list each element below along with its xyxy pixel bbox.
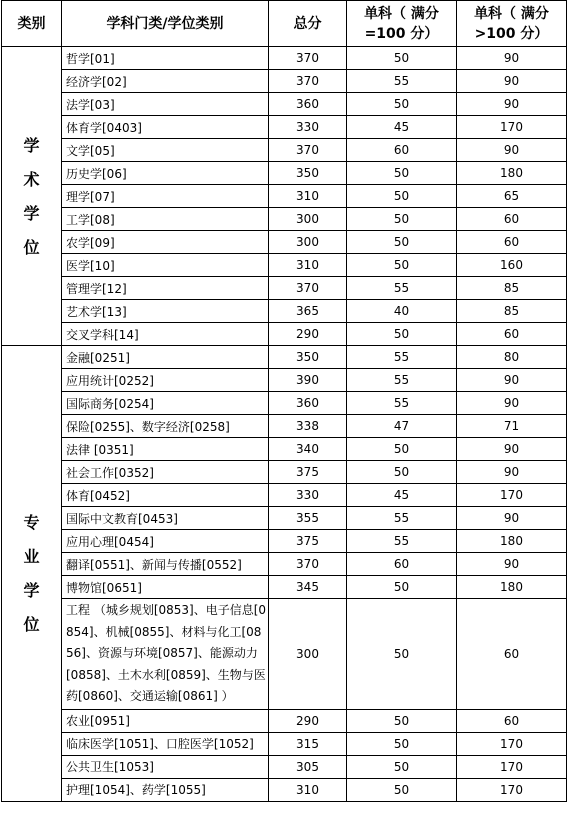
single-le100-cell: 47 [347,415,457,438]
total-score-cell: 300 [269,231,347,254]
single-le100-cell: 50 [347,732,457,755]
professional-degree-label [2,346,62,802]
total-score-cell: 375 [269,461,347,484]
single-gt100-cell: 80 [457,346,567,369]
total-score-cell: 370 [269,553,347,576]
header-total: 总分 [269,1,347,47]
total-score-cell: 290 [269,709,347,732]
discipline-cell: 应用心理[0454] [62,530,269,553]
discipline-cell: 临床医学[1051]、口腔医学[1052] [62,732,269,755]
table-row [2,755,567,778]
discipline-cell: 医学[10] [62,254,269,277]
single-le100-cell: 55 [347,530,457,553]
table-row [2,277,567,300]
single-le100-cell: 55 [347,392,457,415]
table-row [2,484,567,507]
single-gt100-cell: 60 [457,231,567,254]
discipline-cell: 博物馆[0651] [62,576,269,599]
single-gt100-cell: 90 [457,139,567,162]
single-gt100-cell: 160 [457,254,567,277]
table-row [2,323,567,346]
discipline-cell: 体育学[0403] [62,116,269,139]
table-row [2,778,567,801]
discipline-cell: 工学[08] [62,208,269,231]
single-gt100-cell: 180 [457,162,567,185]
single-le100-cell: 50 [347,323,457,346]
discipline-cell: 艺术学[13] [62,300,269,323]
table-row [2,507,567,530]
total-score-cell: 360 [269,93,347,116]
single-gt100-cell: 90 [457,461,567,484]
table-row [2,231,567,254]
single-gt100-cell: 90 [457,70,567,93]
discipline-cell: 理学[07] [62,185,269,208]
total-score-cell: 338 [269,415,347,438]
single-le100-cell: 60 [347,553,457,576]
table-row [2,553,567,576]
single-le100-cell: 50 [347,231,457,254]
total-score-cell: 310 [269,254,347,277]
discipline-cell: 国际商务[0254] [62,392,269,415]
discipline-cell: 管理学[12] [62,277,269,300]
table-row [2,208,567,231]
header-single-gt100: 单科（ 满分>100 分） [457,1,567,47]
single-gt100-cell: 90 [457,438,567,461]
single-le100-cell: 50 [347,576,457,599]
single-le100-cell: 55 [347,70,457,93]
total-score-cell: 330 [269,484,347,507]
total-score-cell: 370 [269,47,347,70]
academic-degree-label-char: 术 [23,169,40,189]
single-le100-cell: 50 [347,709,457,732]
single-gt100-cell: 60 [457,599,567,710]
professional-degree-label-char: 位 [23,614,40,634]
table-row [2,732,567,755]
table-row [2,599,567,710]
single-le100-cell: 45 [347,116,457,139]
discipline-cell: 护理[1054]、药学[1055] [62,778,269,801]
single-le100-cell: 40 [347,300,457,323]
single-le100-cell: 55 [347,507,457,530]
single-gt100-cell: 60 [457,208,567,231]
discipline-cell: 应用统计[0252] [62,369,269,392]
professional-degree-label-char: 专 [23,512,40,532]
table-row [2,139,567,162]
discipline-cell: 翻译[0551]、新闻与传播[0552] [62,553,269,576]
single-le100-cell: 50 [347,599,457,710]
total-score-cell: 310 [269,185,347,208]
single-gt100-cell: 90 [457,392,567,415]
single-gt100-cell: 65 [457,185,567,208]
total-score-cell: 315 [269,732,347,755]
discipline-cell: 法律 [0351] [62,438,269,461]
table-row [2,709,567,732]
single-le100-cell: 45 [347,484,457,507]
discipline-cell: 农学[09] [62,231,269,254]
professional-degree-label-char: 业 [23,546,40,566]
single-gt100-cell: 180 [457,576,567,599]
total-score-cell: 350 [269,162,347,185]
total-score-cell: 305 [269,755,347,778]
academic-degree-label-char: 学 [23,135,40,155]
table-row [2,415,567,438]
single-le100-cell: 50 [347,254,457,277]
total-score-cell: 330 [269,116,347,139]
header-row [2,1,567,47]
single-le100-cell: 50 [347,438,457,461]
header-discipline: 学科门类/学位类别 [62,1,269,47]
single-gt100-cell: 60 [457,323,567,346]
discipline-cell: 保险[0255]、数字经济[0258] [62,415,269,438]
total-score-cell: 370 [269,70,347,93]
academic-degree-label-char: 学 [23,203,40,223]
single-le100-cell: 55 [347,277,457,300]
discipline-cell: 农业[0951] [62,709,269,732]
table-row [2,576,567,599]
table-body [2,47,567,802]
table-row [2,47,567,70]
single-le100-cell: 50 [347,778,457,801]
single-gt100-cell: 180 [457,530,567,553]
discipline-cell: 社会工作[0352] [62,461,269,484]
single-gt100-cell: 71 [457,415,567,438]
total-score-cell: 350 [269,346,347,369]
single-le100-cell: 50 [347,93,457,116]
score-table [1,0,567,802]
discipline-cell: 工程 （城乡规划[0853]、电子信息[0854]、机械[0855]、材料与化工[0856]、资源与环境[0857]、能源动力[0858]、土木水利[0859]、生物与医药[0860]、交通运输[0861] ） [62,599,269,710]
academic-degree-label [2,47,62,346]
table-row [2,70,567,93]
table-row [2,369,567,392]
total-score-cell: 340 [269,438,347,461]
table-row [2,392,567,415]
total-score-cell: 370 [269,277,347,300]
single-gt100-cell: 60 [457,709,567,732]
single-le100-cell: 55 [347,346,457,369]
single-gt100-cell: 170 [457,116,567,139]
single-le100-cell: 60 [347,139,457,162]
table-row [2,254,567,277]
total-score-cell: 310 [269,778,347,801]
total-score-cell: 360 [269,392,347,415]
header-category: 类别 [2,1,62,47]
total-score-cell: 365 [269,300,347,323]
single-le100-cell: 50 [347,755,457,778]
single-le100-cell: 50 [347,208,457,231]
total-score-cell: 375 [269,530,347,553]
single-gt100-cell: 90 [457,507,567,530]
discipline-cell: 哲学[01] [62,47,269,70]
discipline-cell: 体育[0452] [62,484,269,507]
table-row [2,116,567,139]
table-row [2,438,567,461]
single-le100-cell: 55 [347,369,457,392]
discipline-cell: 文学[05] [62,139,269,162]
single-gt100-cell: 90 [457,93,567,116]
table-row [2,185,567,208]
total-score-cell: 370 [269,139,347,162]
single-gt100-cell: 85 [457,300,567,323]
table-row [2,530,567,553]
academic-degree-label-char: 位 [23,237,40,257]
discipline-cell: 经济学[02] [62,70,269,93]
discipline-cell: 交叉学科[14] [62,323,269,346]
single-gt100-cell: 90 [457,47,567,70]
table-row [2,93,567,116]
total-score-cell: 300 [269,208,347,231]
table-row [2,162,567,185]
total-score-cell: 345 [269,576,347,599]
single-gt100-cell: 170 [457,778,567,801]
total-score-cell: 355 [269,507,347,530]
discipline-cell: 公共卫生[1053] [62,755,269,778]
single-le100-cell: 50 [347,162,457,185]
single-gt100-cell: 90 [457,553,567,576]
table-row [2,461,567,484]
single-le100-cell: 50 [347,461,457,484]
single-gt100-cell: 170 [457,732,567,755]
total-score-cell: 390 [269,369,347,392]
discipline-cell: 历史学[06] [62,162,269,185]
single-gt100-cell: 85 [457,277,567,300]
total-score-cell: 290 [269,323,347,346]
single-le100-cell: 50 [347,185,457,208]
table-row [2,346,567,369]
single-le100-cell: 50 [347,47,457,70]
header-single-le100: 单科（ 满分=100 分） [347,1,457,47]
single-gt100-cell: 170 [457,755,567,778]
discipline-cell: 金融[0251] [62,346,269,369]
single-gt100-cell: 170 [457,484,567,507]
professional-degree-label-char: 学 [23,580,40,600]
discipline-cell: 法学[03] [62,93,269,116]
table-row [2,300,567,323]
single-gt100-cell: 90 [457,369,567,392]
total-score-cell: 300 [269,599,347,710]
discipline-cell: 国际中文教育[0453] [62,507,269,530]
